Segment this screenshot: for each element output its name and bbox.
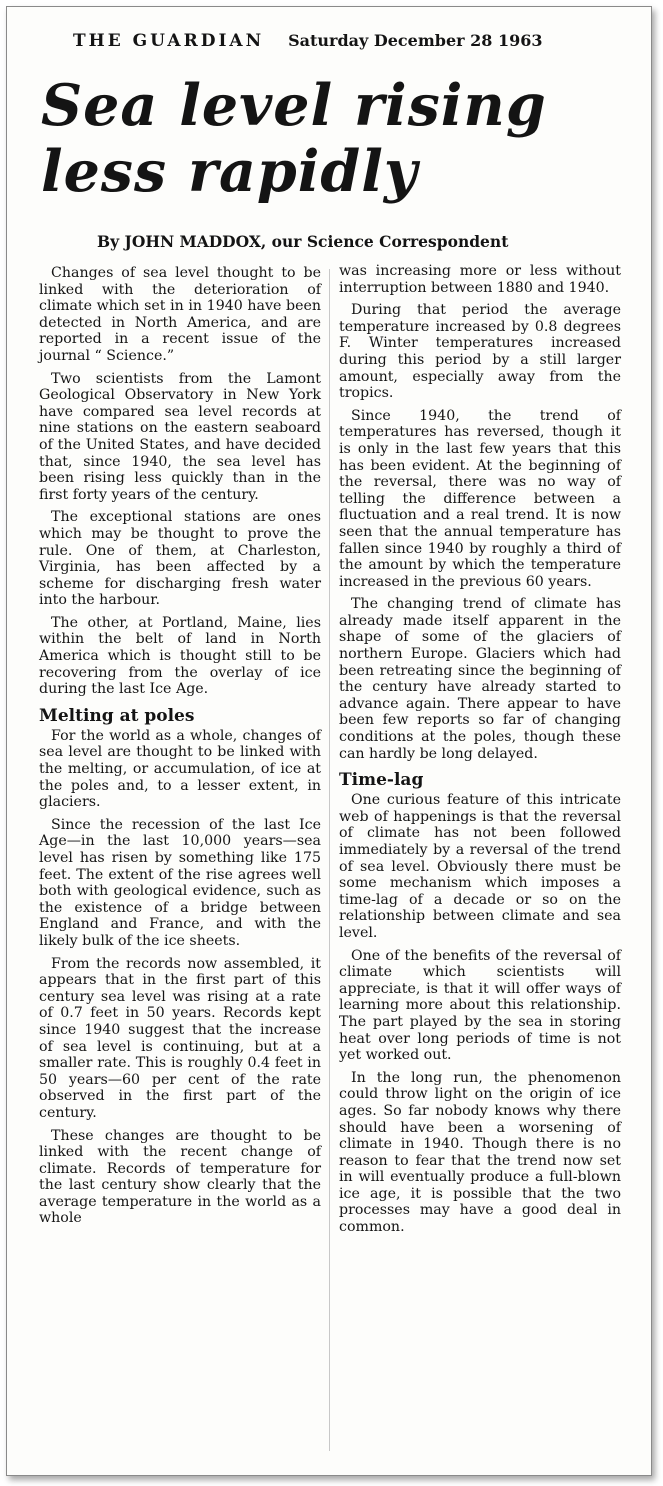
paragraph: In the long run, the phenomenon could throw light on the origin of ice ages. So far nobody knows why there should have been a worsening of climate in 1940. Though there is no reason to fear that the trend now set in will eventually produce a full-blown ice age, it is possible that the two processes may have a good deal in common.: [339, 1069, 621, 1236]
paragraph: These changes are thought to be linked with the recent change of climate. Records of temperature for the last century show clearly that the average temperature in the world as a whole: [39, 1127, 321, 1227]
column-divider: [329, 269, 330, 1451]
paragraph: Changes of sea level thought to be linked with the deterioration of climate which set in in 1940 have been detected in North America, and are reported in a recent issue of the journal “ Science.”: [39, 265, 321, 364]
paragraph: Since the recession of the last Ice Age—in the last 10,000 years—sea level has risen by something like 175 feet. The extent of the rise agrees well both with geological evidence, such as the existence of a bridge between England and France, and with the likely bulk of the ice sheets.: [39, 816, 321, 949]
paragraph: Two scientists from the Lamont Geological Observatory in New York have compared sea level records at nine stations on the eastern seaboard of the United States, and have decided that, since 1940, the sea level has been rising less quickly than in the first forty years of the century.: [39, 370, 321, 503]
paragraph: For the world as a whole, changes of sea level are thought to be linked with the melting, or accumulation, of ice at the poles and, to a lesser extent, in glaciers.: [39, 727, 321, 811]
paragraph: The other, at Portland, Maine, lies within the belt of land in North America which is thought still to be recovering from the overlay of ice during the last Ice Age.: [39, 614, 321, 698]
headline-line-1: Sea level rising: [41, 72, 547, 139]
paragraph: During that period the average temperature increased by 0.8 degrees F. Winter temperatures increased during this period by a still larger amount, especially away from the tropics.: [339, 302, 621, 402]
publication-date: Saturday December 28 1963: [288, 31, 543, 50]
byline: By JOHN MADDOX, our Science Correspondent: [97, 232, 509, 251]
paragraph: Since 1940, the trend of temperatures has reversed, though it is only in the last few years that this has been evident. At the beginning of the reversal, there was no way of telling the difference between a fluctuation and a real trend. It is now seen that the annual temperature has fallen since 1940 by roughly a third of the amount by which the temperature increased in the previous 60 years.: [339, 407, 621, 590]
newspaper-clipping: [6, 6, 652, 1476]
paragraph: From the records now assembled, it appears that in the first part of this century sea level was rising at a rate of 0.7 feet in 50 years. Records kept since 1940 suggest that the increase of sea level is continuing, but at a smaller rate. This is roughly 0.4 feet in 50 years—60 per cent of the rate observed in the first part of the century.: [39, 955, 321, 1121]
masthead: [73, 31, 603, 51]
subheading-melting-at-poles: Melting at poles: [39, 705, 195, 726]
paragraph: The exceptional stations are ones which may be thought to prove the rule. One of them, at Charleston, Virginia, has been affected by a scheme for discharging fresh water into the harbour.: [39, 509, 321, 609]
left-column: [39, 265, 321, 1233]
right-column: [339, 263, 621, 1242]
headline: [41, 73, 641, 205]
paragraph: The changing trend of climate has already made itself apparent in the shape of some of the glaciers of northern Europe. Glaciers which had been retreating since the beginning of the century have already started to advance again. There appear to have been few reports so far of changing conditions at the poles, though these can hardly be long delayed.: [339, 596, 621, 762]
paragraph: One curious feature of this intricate web of happenings is that the reversal of climate has not been followed immediately by a reversal of the trend of sea level. Obviously there must be some mechanism which imposes a time-lag of a decade or so on the relationship between climate and sea level.: [339, 792, 621, 941]
headline-line-2: less rapidly: [41, 138, 419, 205]
paragraph: was increasing more or less without interruption between 1880 and 1940.: [339, 263, 621, 296]
newspaper-name: THE GUARDIAN: [73, 31, 265, 51]
paragraph: One of the benefits of the reversal of climate which scientists will appreciate, is that it will offer ways of learning more about this relationship. The part played by the sea in storing heat over long periods of time is not yet worked out.: [339, 947, 621, 1064]
subheading-time-lag: Time-lag: [339, 770, 424, 791]
